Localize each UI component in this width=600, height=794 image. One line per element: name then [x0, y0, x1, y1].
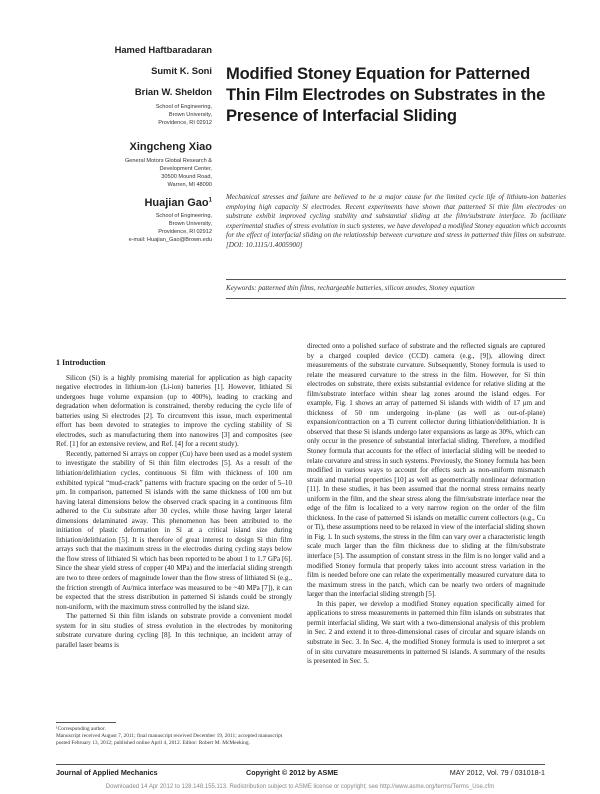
footnote: Manuscript received August 7, 2011; final manuscript received December 19, 2011; accepted manuscript posted February 13, 2012; published online April 4, 2012. Editor: Robert M. McMeeking.	[56, 733, 283, 746]
author-name: Brian W. Sheldon	[134, 86, 212, 97]
section-heading: 1 Introduction	[56, 358, 106, 367]
keywords: Keywords: patterned thin films, rechargeable batteries, silicon anodes, Stoney equation	[226, 284, 475, 292]
author-name: Hamed Haftbaradaran	[114, 44, 212, 55]
divider	[226, 298, 566, 299]
author-email: e-mail: Huajian_Gao@Brown.edu	[128, 237, 212, 243]
author-affiliation: General Motors Global Research & Development Center, 30500 Mound Road, Warren, MI 48090	[124, 158, 212, 188]
footer-rule	[56, 764, 545, 765]
author-name: Sumit K. Soni	[151, 65, 212, 76]
paragraph: Recently, patterned Si arrays on copper (Cu) have been used as a model system to investigate the stability of Si thin film electrodes [5]. As a result of the lithiation/delithiation cycles, continuous Si film with thickness of 100 nm exhibited typical “mud-crack” patterns with fracture spacing on the order of 5–10 μm. In comparison, patterned Si islands with the same thickness of 100 nm but having lateral dimensions below the observed crack spacing in a continuous film adhered to the Cu substrate after 30 cycles, while those having larger lateral dimensions delaminated away. This phenomenon has been attributed to the initiation of plastic deformation in Si at a critical island size during lithiation/delithiation [5]. It is therefore of great interest to design Si thin film arrays such that the maximum stress in the electrodes during cycling stays below the flow stress of lithiated Si which has been reported to be about 1 to 1.7 GPa [6]. Since the shear yield stress of copper (40 MPa) and the interfacial sliding strength are two to three orders of magnitude lower than the flow stress of lithiated Si (e.g., the friction strength of Au/mica interface was measured to be ~40 MPa [7]), it can be expected that the stress distribution in patterned Si islands could be strongly non-uniform, with the maximum stress controlled by the island size.	[56, 449, 292, 611]
copyright: Copyright © 2012 by ASME	[246, 768, 339, 777]
paragraph: directed onto a polished surface of substrate and the reflected signals are captured by a charged coupled device (CCD) camera (e.g., [9]), allowing direct measurements of the substrate curvature. Subsequently, Stoney formula is used to relate the measured curvature to the stress in the film. However, for Si thin electrodes on substrate, there exists substantial evidence for relative sliding at the film/substrate interface within shear lag zones around the island edges. For example, Fig. 1 shows an array of patterned Si islands with width of 17 μm and thickness of 50 nm undergoing in-plane (as well as out-of-plane) expansion/contraction on a Ti current collector during lithiation/delithiation. It is observed that these Si islands undergo later expansions as large as 30%, which can only occur in the presence of substantial interfacial sliding. Therefore, a modified Stoney formula that accounts for the effect of interfacial sliding will be needed to relate curvature and stress in such systems. Previously, the Stoney formula has been modified in various ways to account for effects such as non-uniform mismatch strain and material properties [10] as well as geometrically nonlinear deformation [11]. In these studies, it has been assumed that the normal stress remains nearly uniform in the film, and the shear stress along the film/substrate interface near the edge of the film is localized to a very narrow region on the order of the film thickness. In the case of patterned Si islands on metallic current collectors (e.g., Cu or Ti), these assumptions need to be relaxed in view of the interfacial sliding shown in Fig. 1. In such systems, the stress in the film can vary over a characteristic length scale much larger than the film thickness due to sliding at the film/substrate interface [5]. The assumption of constant stress in the film is no longer valid and a modified Stoney formula that properly takes into account stress variation in the film is needed before one can relate the experimentally measured curvature data to the maximum stress in the patch, which can be nearly two orders of magnitude larger than the interfacial sliding strength [5].	[307, 342, 545, 599]
paragraph: In this paper, we develop a modified Stoney equation specifically aimed for applications to stress measurements in patterned thin film islands on substrates that permit interfacial sliding. We start with a two-dimensional analysis of this problem in Sec. 2 and extend it to three-dimensional cases of circular and square islands on substrate in Sec. 3. In Sec. 4, the modified Stoney formula is used to interpret a set of in situ curvature measurements in patterned Si islands. A summary of the results is presented in Sec. 5.	[307, 599, 545, 666]
author-name: Huajian Gao$^1$	[144, 197, 212, 209]
download-note: Downloaded 14 Apr 2012 to 128.148.155.113. Redistribution subject to ASME license or copyright; see http://www.asme.org/terms/Terms_Use.cfm	[105, 784, 495, 790]
author-name: Xingcheng Xiao	[129, 141, 212, 153]
paragraph: The patterned Si thin film islands on substrate provide a convenient model system for in situ studies of stress evolution in the electrodes by monitoring substrate curvature during cycling [8]. In this technique, an incident array of parallel laser beams is	[56, 612, 292, 649]
body-column-right	[307, 342, 545, 667]
journal-name: Journal of Applied Mechanics	[56, 768, 158, 777]
body-column-left	[56, 358, 292, 650]
divider	[226, 279, 566, 280]
footnote-rule	[56, 722, 116, 723]
author-affiliation: School of Engineering, Brown University, Providence, RI 02912 e-mail: Huajian_Gao@Brown.edu	[56, 212, 212, 244]
author-block	[56, 44, 212, 244]
corresponding-author-marker: 1	[208, 197, 212, 204]
paper-title: Modified Stoney Equation for Patterned Thin Film Electrodes on Substrates in the Presence of Interfacial Sliding	[226, 64, 546, 125]
footnotes	[56, 726, 292, 747]
author-affiliation: School of Engineering, Brown University, Providence, RI 02912	[155, 104, 212, 126]
paragraph: Silicon (Si) is a highly promising material for application as high capacity negative electrodes in lithium-ion (Li-ion) batteries [1]. However, lithiated Si undergoes huge volume expansion (up to 400%), leading to cracking and degradation when deformation is constrained, thereby reducing the cycle life of batteries using Si electrodes [2]. To circumvent this issue, much experimental effort has been devoted to strategies to improve the cycling stability of Si electrodes, such as manufacturing them into nanowires [3] and composites (see Ref. [1] for an extensive review, and Ref. [4] for a recent study).	[56, 373, 292, 449]
abstract: Mechanical stresses and failure are believed to be a major cause for the limited cycle life of lithium-ion batteries employing high capacity Si electrodes. Recent experiments have shown that patterned Si thin film electrodes on substrate exhibit improved cycling stability and substantial sliding at the film/substrate interface. To facilitate experimental studies of stress evolution in such systems, we have developed a modified Stoney equation which accounts for the effect of interfacial sliding on the relationship between curvature and stress in patterned thin films on substrate. [DOI: 10.1115/1.4005900]	[226, 193, 566, 249]
issue-info: MAY 2012, Vol. 79 / 031018-1	[449, 768, 545, 777]
footnote: ¹Corresponding author.	[56, 726, 106, 732]
